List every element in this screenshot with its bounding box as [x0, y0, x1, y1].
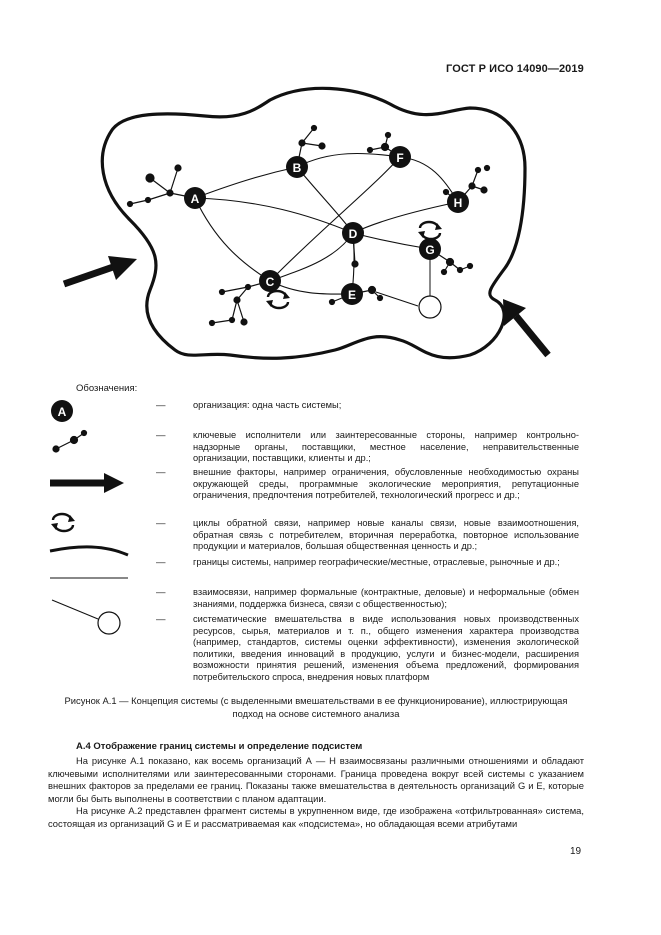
legend-text-feedback: циклы обратной связи, например новые каналы связи, новые взаимоотношения, обратная связь с потребителем, вторичная переработка, повторное использование продукции и материалов, большая общественная ценность и др.;	[193, 518, 579, 551]
feedback-cycle-icon	[51, 514, 75, 531]
node-e	[341, 283, 363, 305]
paragraph-1: На рисунке А.1 показано, как восемь организаций А — Н взаимосвязаны различными отношениями и обладают ключевыми исполнителями или заинтересованными сторонами. Граница проведена вокруг всей системы с указанием внешних факторов за пределами ее границ. Показаны также вмешательства в деятельность организаций G и Е, которые могли бы быть выполнены в соответствии с планом адаптации.	[48, 755, 584, 804]
svg-text:E: E	[347, 288, 357, 302]
stakeholder-chain-icon	[53, 431, 87, 453]
svg-text:B: B	[292, 161, 302, 175]
legend-text-stakeholders: ключевые исполнители или заинтересованные стороны, например контрольно-надзорные органы, поставщики, местное население, неправительственные организации, поставщики, клиенты и др.;	[193, 430, 579, 463]
paragraph-2: На рисунке А.2 представлен фрагмент системы в укрупненном виде, где изображена «отфильтрованная» система, состоящая из организаций G и Е и рассматриваемая как «подсистема», но обладающая всеми атрибутами	[48, 805, 584, 829]
node-c	[259, 270, 281, 292]
section-heading: А.4 Отображение границ системы и определение подсистем	[76, 741, 363, 752]
node-f	[389, 146, 411, 168]
legend-title: Обозначения:	[76, 383, 138, 394]
boundary-curve-icon	[50, 547, 128, 555]
node-h	[447, 191, 469, 213]
svg-text:H: H	[453, 196, 463, 210]
svg-text:C: C	[265, 275, 275, 289]
node-a-icon	[51, 400, 73, 422]
svg-text:G: G	[425, 243, 435, 257]
feedback-cycle-c	[266, 291, 290, 308]
node-b	[286, 156, 308, 178]
thick-arrow-icon	[50, 473, 124, 493]
legend-text-interventions: систематические вмешательства в виде использования новых производственных ресурсов, сырья, материалов и т. п., общего изменения характера производства (например, стандартов, системы оценки эффективности), изменения экологической политики, введения инноваций в продукцию, услуги и бизнес-модели, расширения возможности принятия решений, изменения объема предложений, формирования потребительского спроса, внедрения новых платформ	[193, 614, 579, 682]
legend-text-external-factors: внешние факторы, например ограничения, обусловленные необходимостью охраны окружающей среды, программные экологические мероприятия, репутационные ограничения, предпочтения потребителей, технологический прогресс и др.;	[193, 467, 579, 500]
feedback-cycle-g	[418, 222, 442, 239]
legend-icons	[40, 395, 140, 635]
figure-caption: Рисунок А.1 — Концепция системы (с выделенными вмешательствами в ее функционирование), иллюстрирующая подход на основе системного анализа	[64, 695, 568, 719]
legend-text-relationships: взаимосвязи, например формальные (контрактные, деловые) и неформальные (обмен знаниями, поддержка бизнеса, связи с общественностью);	[193, 587, 579, 609]
standard-header: ГОСТ Р ИСО 14090—2019	[446, 63, 584, 75]
organization-nodes	[184, 146, 469, 305]
svg-text:D: D	[348, 227, 358, 241]
svg-text:A: A	[57, 405, 67, 419]
legend-text-organization: организация: одна часть системы;	[193, 400, 342, 410]
node-g	[419, 238, 441, 260]
relationship-lines	[195, 153, 458, 294]
intervention-icon	[52, 600, 120, 634]
node-a	[184, 187, 206, 209]
stakeholder-chains	[128, 126, 490, 326]
external-factor-arrow-left	[64, 256, 137, 284]
external-factor-arrow-right	[503, 299, 548, 355]
legend-text-boundaries: границы системы, например географические/местные, отраслевые, рыночные и др.;	[193, 557, 560, 567]
system-concept-diagram	[0, 0, 661, 380]
svg-text:A: A	[190, 192, 200, 206]
svg-text:F: F	[396, 151, 404, 165]
node-d	[342, 222, 364, 244]
page-number: 19	[570, 846, 582, 857]
